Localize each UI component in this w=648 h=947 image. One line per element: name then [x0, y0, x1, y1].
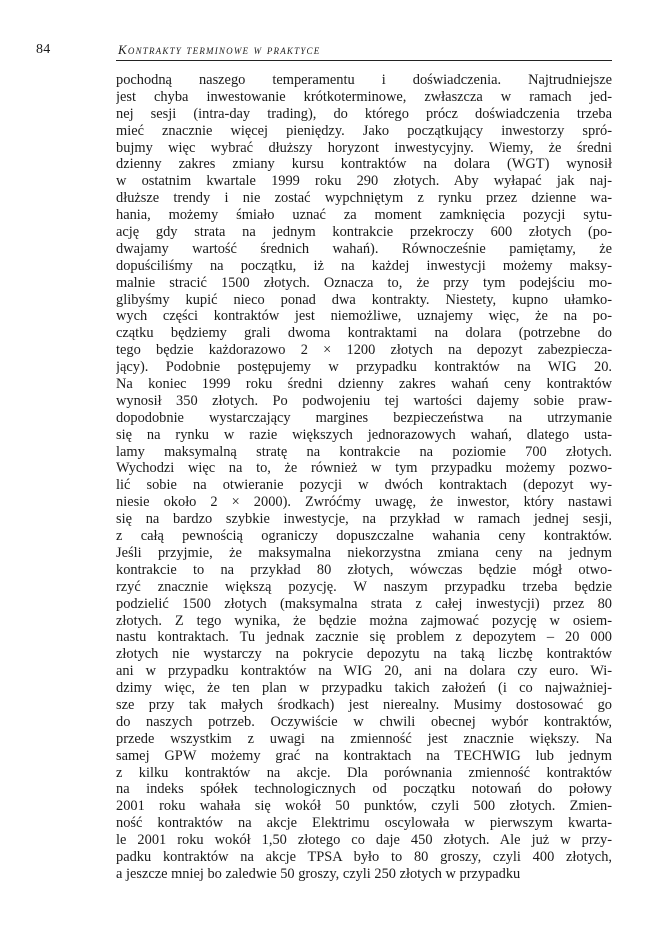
body-line: dłuższe trendy i nie zostać wypchniętym z rynku przez dzienne wa- — [116, 190, 612, 207]
body-line: sze przy tak małych środkach) jest nierealny. Musimy dostosować go — [116, 696, 612, 713]
body-line: do naszych potrzeb. Oczywiście w chwili obecnej wybór kontraktów, — [116, 713, 612, 730]
body-line: Na koniec 1999 roku średni dzienny zakres wahań ceny kontraktów — [116, 376, 612, 393]
header-rule — [116, 60, 612, 61]
body-line: hania, możemy śmiało uznać za moment zamknięcia pozycji sytu- — [116, 207, 612, 224]
body-line: złotych. Z tego wynika, że będzie można zajmować pozycję w osiem- — [116, 612, 612, 629]
body-line: kontrakcie to na przykład 80 złotych, wówczas będzie mógł otwo- — [116, 561, 612, 578]
body-line: 2001 roku wahała się wokół 50 punktów, czyli 500 złotych. Zmien- — [116, 798, 612, 815]
page-number: 84 — [36, 42, 51, 57]
body-line: wych części kontraktów jest niemożliwe, uznajemy więc, że na po- — [116, 308, 612, 325]
body-line: czątku będziemy grali dwoma kontraktami na dolara (potrzebne do — [116, 325, 612, 342]
running-title: Kontrakty terminowe w praktyce — [118, 42, 321, 57]
body-line: z całą pewnością ograniczy dopuszczalne wahania ceny kontraktów. — [116, 528, 612, 545]
body-line: Jeśli przyjmie, że maksymalna niekorzystna zmiana ceny na jednym — [116, 544, 612, 561]
body-line: glibyśmy kupić nieco ponad dwa kontrakty. Niestety, kupno ułamko- — [116, 291, 612, 308]
body-line: przede wszystkim z uwagi na zmienność jest znacznie większy. Na — [116, 730, 612, 747]
body-line: lić sobie na otwieranie pozycji w dwóch kontraktach (depozyt wy- — [116, 477, 612, 494]
body-line: mieć znacznie więcej pieniędzy. Jako początkujący inwestorzy spró- — [116, 122, 612, 139]
body-line: dopodobnie wystarczający margines bezpieczeństwa na utrzymanie — [116, 409, 612, 426]
body-line: le 2001 roku wokół 1,50 złotego co daje 450 złotych. Ale już w przy- — [116, 832, 612, 849]
body-line: złotych nie wystarczy na pokrycie depozytu na taką liczbę kontraktów — [116, 646, 612, 663]
body-line: niesie około 2 × 2000). Zwróćmy uwagę, że inwestor, który nastawi — [116, 494, 612, 511]
body-line: bujmy więc wybrać dłuższy horyzont inwestycyjny. Wiemy, że średni — [116, 139, 612, 156]
body-line: dopuściliśmy na początku, iż na każdej inwestycji możemy maksy- — [116, 257, 612, 274]
body-line: samej GPW możemy grać na kontraktach na TECHWIG lub jednym — [116, 747, 612, 764]
body-line: podzielić 1500 złotych (maksymalna strata z całej inwestycji) przez 80 — [116, 595, 612, 612]
body-line: dwajamy wartość średnich wahań). Równocześnie pamiętamy, że — [116, 240, 612, 257]
body-line: pochodną naszego temperamentu i doświadczenia. Najtrudniejsze — [116, 72, 612, 88]
body-line: lamy maksymalną stratę na kontrakcie na poziomie 700 złotych. — [116, 443, 612, 460]
body-line: nej sesji (intra-day trading), do którego prócz doświadczenia trzeba — [116, 105, 612, 122]
body-line: rzyć znacznie większą pozycję. W naszym przypadku trzeba będzie — [116, 578, 612, 595]
body-line: się na bardzo szybkie inwestycje, na przykład w ramach jednej sesji, — [116, 511, 612, 528]
body-line: jący). Podobnie postępujemy w przypadku kontraktów na WIG 20. — [116, 359, 612, 376]
body-line: Wychodzi więc na to, że również w tym przypadku możemy pozwo- — [116, 460, 612, 477]
body-line: jest chyba inwestowanie krótkoterminowe, zwłaszcza w ramach jed- — [116, 88, 612, 105]
body-line: padku kontraktów na akcje TPSA było to 80 groszy, czyli 400 złotych, — [116, 848, 612, 865]
page-header — [36, 42, 612, 62]
body-line: ani w przypadku kontraktów na WIG 20, ani na dolara czy euro. Wi- — [116, 663, 612, 680]
body-line: nastu kontraktach. Tu jednak zacznie się problem z depozytem – 20 000 — [116, 629, 612, 646]
body-line: tego będzie każdorazowo 2 × 1200 złotych na depozyt zabezpiecza- — [116, 342, 612, 359]
body-line: w ostatnim kwartale 1999 roku 290 złotych. Aby wyłapać jak naj- — [116, 173, 612, 190]
body-line: dzienny zakres zmiany kursu kontraktów na dolara (WGT) wynosił — [116, 156, 612, 173]
body-line: na indeks spółek technologicznych od początku notowań do połowy — [116, 781, 612, 798]
body-line: się na rynku w razie większych jednorazowych wahań, dlatego usta- — [116, 426, 612, 443]
body-text — [116, 72, 612, 883]
body-line: z kilku kontraktów na akcje. Dla porównania zmienność kontraktów — [116, 764, 612, 781]
body-line: a jeszcze mniej bo zaledwie 50 groszy, czyli 250 złotych w przypadku — [116, 865, 521, 882]
body-line: wynosił 350 złotych. Po podwojeniu tej wartości dajemy sobie praw- — [116, 392, 612, 409]
body-line: malnie stracić 1500 złotych. Oznacza to, że przy tym podejściu mo- — [116, 274, 612, 291]
body-line: ację gdy strata na jednym kontrakcie przekroczy 600 złotych (po- — [116, 224, 612, 241]
body-line: ność kontraktów na akcje Elektrimu oscylowała w pierwszym kwarta- — [116, 815, 612, 832]
body-line: dzimy więc, że ten plan w przypadku takich założeń (i co najważniej- — [116, 680, 612, 697]
